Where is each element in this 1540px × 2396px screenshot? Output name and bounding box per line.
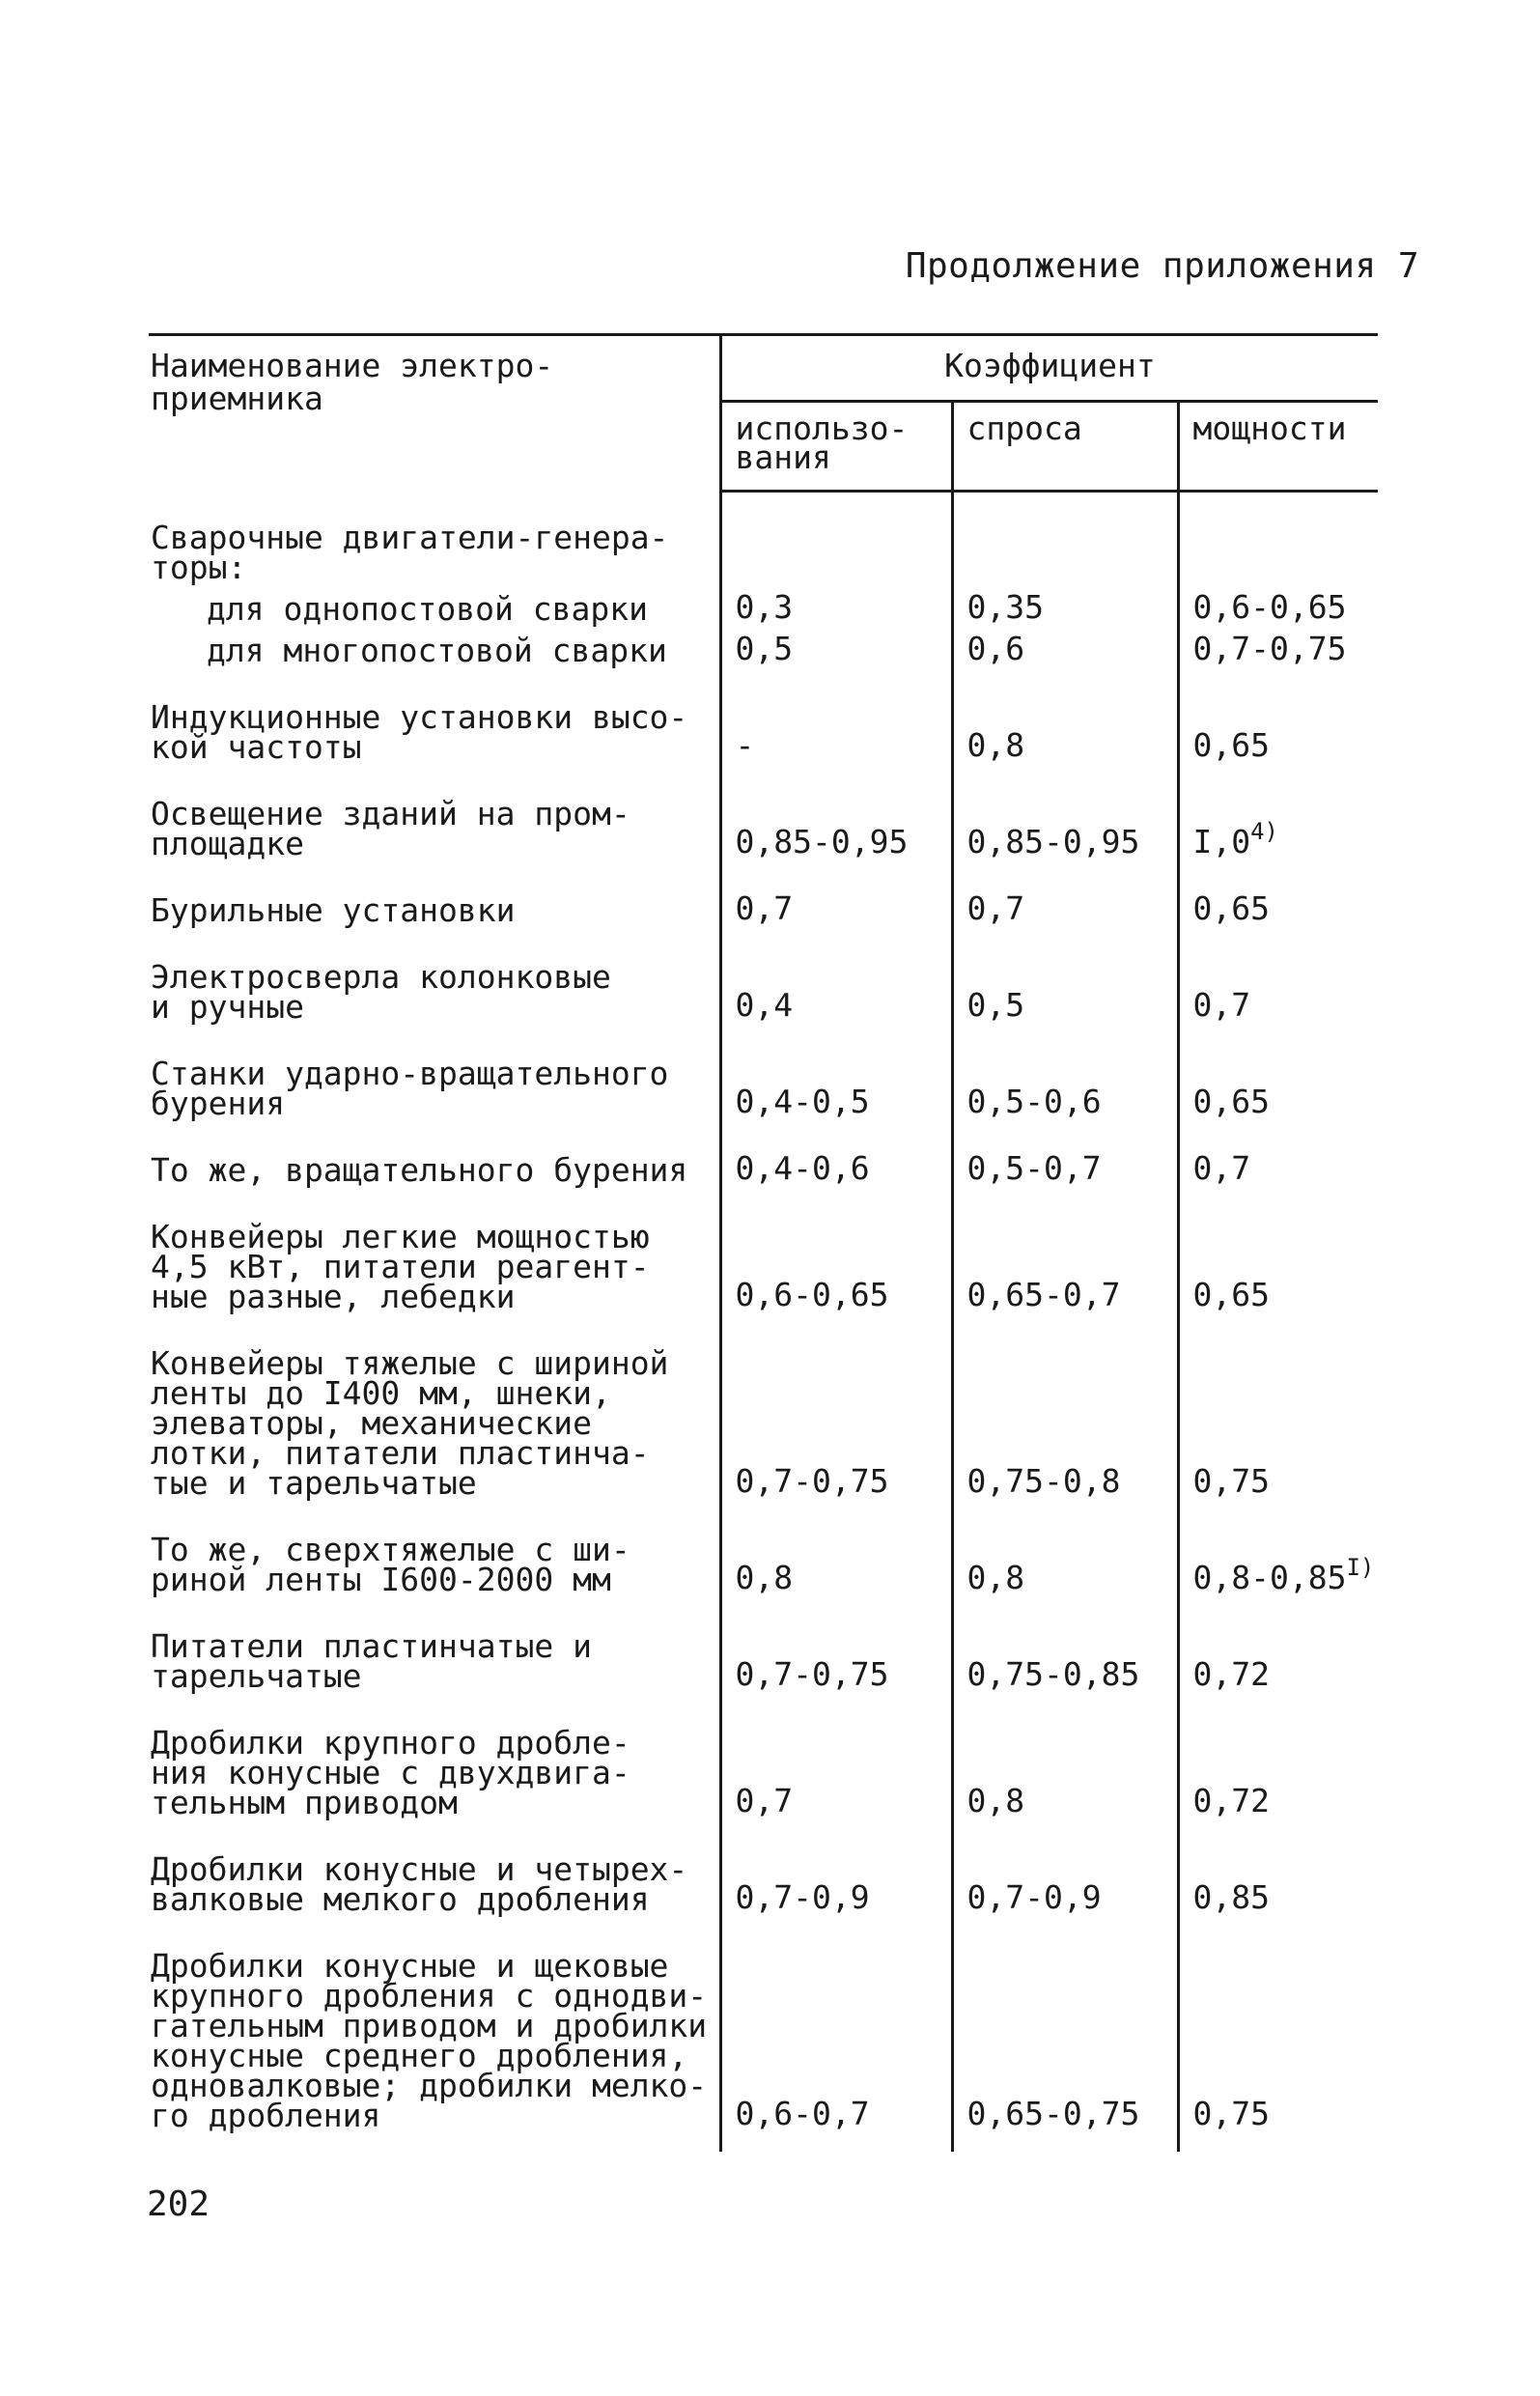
cell-demand-value: 0,35: [966, 587, 1044, 626]
table-row: [149, 1118, 1378, 1185]
table-row: [149, 1022, 1378, 1118]
cell-power-value: 0,65: [1192, 1275, 1270, 1313]
column-group-header: Коэффициент: [720, 335, 1378, 402]
row-name: Электросверла колонковые и ручные: [149, 925, 720, 1022]
cell-power-value: 0,8-0,85: [1192, 1558, 1347, 1596]
cell-demand-value: 0,7-0,9: [966, 1877, 1102, 1916]
column-header-name: [149, 335, 720, 492]
column-header-power: мощности: [1178, 402, 1378, 492]
row-name: для многопостовой сварки: [149, 624, 720, 665]
row-name: Индукционные установки высо- кой частоты: [149, 665, 720, 762]
cell-demand: [952, 859, 1178, 925]
cell-use-value: 0,6-0,65: [735, 1275, 889, 1313]
cell-use-value: 0,7: [735, 888, 794, 927]
cell-demand: [952, 1691, 1178, 1818]
cell-power-value: 0,72: [1192, 1781, 1270, 1819]
column-header-demand: спроса: [952, 402, 1178, 492]
row-name: То же, сверхтяжелые с ши- риной ленты I600-2000 мм: [149, 1498, 720, 1594]
cell-demand: [952, 1185, 1178, 1311]
cell-demand: [952, 1311, 1178, 1498]
cell-use: [720, 925, 952, 1022]
cell-power: [1178, 762, 1378, 859]
cell-use-value: 0,4: [735, 985, 794, 1024]
cell-demand-value: 0,8: [966, 1781, 1025, 1819]
cell-demand: [952, 665, 1178, 762]
cell-power-value: 0,7-0,75: [1192, 629, 1347, 667]
cell-power: [1178, 925, 1378, 1022]
cell-demand-value: 0,5-0,6: [966, 1082, 1102, 1120]
cell-power: [1178, 1185, 1378, 1311]
cell-power-value: 0,6-0,65: [1192, 587, 1347, 626]
cell-power-value: 0,75: [1192, 1461, 1270, 1500]
column-header-use: [720, 402, 952, 492]
cell-use-value: 0,4-0,5: [735, 1082, 870, 1120]
cell-demand-value: 0,8: [966, 1558, 1025, 1596]
table-row: [149, 665, 1378, 762]
column-header-use-text: использо- вания: [735, 409, 909, 476]
table-row: [149, 859, 1378, 925]
table-row: [149, 1691, 1378, 1818]
cell-use-value: 0,8: [735, 1558, 794, 1596]
cell-use: [720, 1914, 952, 2130]
table-body: [149, 492, 1378, 2152]
cell-demand-value: 0,65-0,7: [966, 1275, 1121, 1313]
cell-demand-value: 0,65-0,75: [966, 2094, 1140, 2132]
table-row: [149, 1914, 1378, 2130]
cell-use-value: 0,4-0,6: [735, 1148, 870, 1187]
cell-use: [720, 492, 952, 582]
cell-power-value: 0,65: [1192, 888, 1270, 927]
cell-demand-value: 0,75-0,8: [966, 1461, 1121, 1500]
cell-use-value: 0,6-0,7: [735, 2094, 870, 2132]
cell-use: [720, 762, 952, 859]
cell-use-value: 0,85-0,95: [735, 822, 909, 860]
row-name: То же, вращательного бурения: [149, 1118, 720, 1185]
cell-use-value: 0,7-0,75: [735, 1461, 889, 1500]
cell-demand-value: 0,7: [966, 888, 1025, 927]
cell-use-value: 0,5: [735, 629, 794, 667]
cell-use: [720, 582, 952, 624]
cell-demand: [952, 762, 1178, 859]
table-row: [149, 624, 1378, 665]
cell-power: [1178, 1691, 1378, 1818]
cell-demand-value: 0,75-0,85: [966, 1654, 1140, 1693]
coefficient-table: [149, 333, 1378, 2152]
cell-demand-value: 0,5: [966, 985, 1025, 1024]
cell-power: [1178, 1022, 1378, 1118]
spacer-cell: [720, 2130, 952, 2152]
cell-demand-value: 0,6: [966, 629, 1025, 667]
cell-power: [1178, 1594, 1378, 1691]
row-name: Дробилки конусные и щековые крупного дробления с однодви- гательным приводом и дробилки конусные среднего дробления, одновалковые; дробилки мелко- го дробления: [149, 1914, 720, 2130]
cell-use: [720, 624, 952, 665]
cell-power: [1178, 1118, 1378, 1185]
table-row: [149, 762, 1378, 859]
row-name: Бурильные установки: [149, 859, 720, 925]
cell-demand: [952, 1118, 1178, 1185]
cell-power-value: 0,7: [1192, 985, 1251, 1024]
cell-use: [720, 1022, 952, 1118]
row-name: Станки ударно-вращательного бурения: [149, 1022, 720, 1118]
cell-power-value: 0,75: [1192, 2094, 1270, 2132]
cell-use: [720, 1691, 952, 1818]
page-header: Продолжение приложения 7: [905, 246, 1419, 286]
cell-demand: [952, 582, 1178, 624]
cell-power-value: 0,72: [1192, 1654, 1270, 1693]
table-row: [149, 1594, 1378, 1691]
row-name: Питатели пластинчатые и тарельчатые: [149, 1594, 720, 1691]
cell-power-value: 0,65: [1192, 1082, 1270, 1120]
footnote-mark: I): [1346, 1553, 1375, 1581]
row-name: для однопостовой сварки: [149, 582, 720, 624]
row-name: Конвейеры легкие мощностью 4,5 кВт, питатели реагент- ные разные, лебедки: [149, 1185, 720, 1311]
cell-power: [1178, 624, 1378, 665]
footnote-mark: 4): [1250, 817, 1279, 845]
cell-power: [1178, 582, 1378, 624]
row-name: Дробилки конусные и четырех- валковые мелкого дробления: [149, 1818, 720, 1914]
cell-demand-value: 0,5-0,7: [966, 1148, 1102, 1187]
cell-demand-value: 0,8: [966, 725, 1025, 764]
cell-power: [1178, 665, 1378, 762]
cell-power: [1178, 1818, 1378, 1914]
cell-use: [720, 665, 952, 762]
column-header-name-text: Наименование электро- приемника: [151, 347, 554, 417]
cell-demand: [952, 1498, 1178, 1594]
cell-demand: [952, 1594, 1178, 1691]
cell-use-value: 0,7: [735, 1781, 794, 1819]
table-row: [149, 1185, 1378, 1311]
cell-power-value: 0,65: [1192, 725, 1270, 764]
cell-use-value: 0,3: [735, 587, 794, 626]
cell-power: [1178, 492, 1378, 582]
table-row: [149, 1498, 1378, 1594]
cell-use: [720, 1498, 952, 1594]
spacer-cell: [1178, 2130, 1378, 2152]
cell-demand: [952, 492, 1178, 582]
table-row: [149, 582, 1378, 624]
cell-use: [720, 1185, 952, 1311]
cell-power-value: I,0: [1192, 822, 1251, 860]
cell-power-value: 0,7: [1192, 1148, 1251, 1187]
cell-power-value: 0,85: [1192, 1877, 1270, 1916]
table-row: [149, 492, 1378, 582]
cell-power: [1178, 859, 1378, 925]
spacer-cell: [952, 2130, 1178, 2152]
page-number: 202: [147, 2185, 210, 2224]
cell-use-value: 0,7-0,9: [735, 1877, 870, 1916]
cell-use: [720, 1118, 952, 1185]
cell-use-value: 0,7-0,75: [735, 1654, 889, 1693]
cell-demand: [952, 1022, 1178, 1118]
cell-demand-value: 0,85-0,95: [966, 822, 1140, 860]
cell-use: [720, 1311, 952, 1498]
cell-demand: [952, 1914, 1178, 2130]
cell-power: [1178, 1498, 1378, 1594]
row-name: Конвейеры тяжелые с шириной ленты до I400 мм, шнеки, элеваторы, механические лотки, питатели пластинча- тые и тарельчатые: [149, 1311, 720, 1498]
cell-demand: [952, 1818, 1178, 1914]
table-row: [149, 1818, 1378, 1914]
cell-power: [1178, 1914, 1378, 2130]
cell-demand: [952, 624, 1178, 665]
cell-use: [720, 1594, 952, 1691]
row-name: Сварочные двигатели-генера- торы:: [149, 492, 720, 582]
cell-use-value: -: [735, 725, 755, 764]
row-name: Освещение зданий на пром- площадке: [149, 762, 720, 859]
table-row: [149, 1311, 1378, 1498]
cell-use: [720, 859, 952, 925]
cell-use: [720, 1818, 952, 1914]
table-row: [149, 925, 1378, 1022]
cell-demand: [952, 925, 1178, 1022]
cell-power: [1178, 1311, 1378, 1498]
row-name: Дробилки крупного дробле- ния конусные с двухдвига- тельным приводом: [149, 1691, 720, 1818]
